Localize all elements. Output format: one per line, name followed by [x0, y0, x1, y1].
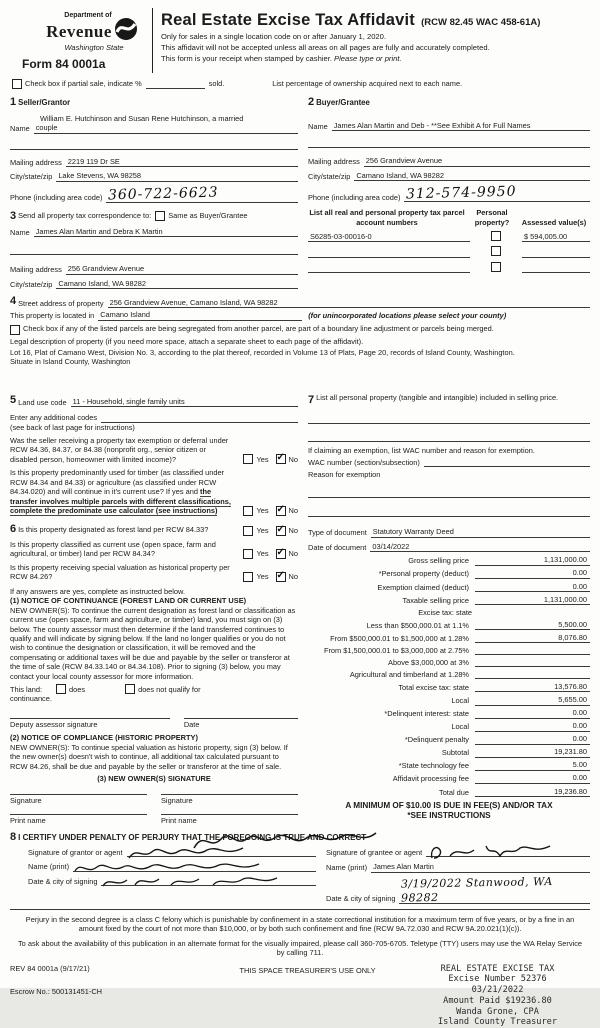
- notice-continuance-title: (1) NOTICE OF CONTINUANCE (FOREST LAND OR CURRENT USE): [10, 596, 247, 606]
- page-title: Real Estate Excise Tax Affidavit: [161, 11, 416, 29]
- stamp-line: Amount Paid $19236.80: [443, 995, 552, 1006]
- deputy-assessor-label: Deputy assessor signature: [10, 719, 98, 729]
- type-of-document-field[interactable]: Statutory Warranty Deed: [371, 527, 590, 537]
- unincorporated-note: (for unincorporated locations please select your county): [308, 311, 507, 321]
- owner-printname-label-1: Print name: [10, 816, 46, 826]
- parcel-row: [308, 262, 590, 273]
- parcel-row: [308, 246, 590, 257]
- buyer-phone-handwritten: 312-574-9950: [406, 183, 518, 203]
- timber-yes-checkbox[interactable]: [243, 506, 253, 516]
- tax-label: *Delinquent interest: state: [384, 709, 469, 719]
- does-qualify-checkbox[interactable]: [56, 684, 66, 694]
- partial-sale-label: Check box if partial sale, indicate %: [25, 79, 142, 89]
- tax-label: Agricultural and timberland at 1.28%: [349, 669, 469, 679]
- grantor-signature-label: Signature of grantor or agent: [28, 847, 123, 857]
- personal-property-checkbox-3[interactable]: [491, 262, 501, 272]
- correspondence-city-field[interactable]: Camano Island, WA 98282: [56, 279, 298, 289]
- section-8-certification: [10, 830, 590, 904]
- logo-revenue-text: Revenue: [46, 21, 112, 41]
- header-note-1: Only for sales in a single location code on or after January 1, 2020.: [161, 32, 386, 42]
- wac-number-field[interactable]: [424, 458, 590, 467]
- section-7-number: 7: [308, 393, 315, 406]
- tax-computation: [308, 555, 590, 822]
- grantee-datecity-label: Date & city of signing: [326, 894, 396, 904]
- certify-statement: I CERTIFY UNDER PENALTY OF PERJURY THAT THE FOREGOING IS TRUE AND CORRECT: [18, 832, 367, 842]
- additional-codes-label: Enter any additional codes: [10, 413, 98, 423]
- section-7-personal-property: [308, 393, 590, 552]
- partial-sale-checkbox[interactable]: [12, 79, 22, 89]
- total-due-value[interactable]: 19,236.80: [475, 787, 590, 797]
- rev-form-id: REV 84 0001a (9/17/21): [10, 963, 90, 973]
- assessed-value-field[interactable]: [522, 248, 590, 258]
- does-not-label: does not qualify for: [138, 684, 201, 694]
- section-6-number: 6: [10, 522, 17, 535]
- grantee-datecity-field[interactable]: [399, 876, 590, 904]
- subtotal-value[interactable]: 19,231.80: [475, 747, 590, 757]
- section-4-number: 4: [10, 295, 17, 307]
- timber-question-text: Is this property predominantly used for timber (as classified under RCW 84.34 and 84.33) or agriculture (as classified under RCW 84.34.020) and will continue in it's current use? If yes and the transfer involves multiple parcels with different classifications, complete the predominate use calculator (see instructions): [10, 468, 231, 516]
- seller-mailing-label: Mailing address: [10, 157, 62, 167]
- stamp-line: REAL ESTATE EXCISE TAX: [440, 963, 555, 974]
- exemption-no-checkbox[interactable]: [276, 454, 286, 464]
- seller-city-label: City/state/zip: [10, 172, 53, 182]
- reason-line-2[interactable]: [308, 508, 590, 517]
- tax-label: Local: [451, 696, 469, 706]
- this-land-label: This land:: [10, 684, 43, 694]
- buyer-mailing-field[interactable]: 256 Grandview Avenue: [364, 156, 590, 166]
- wac-number-label: WAC number (section/subsection): [308, 457, 420, 467]
- see-instructions-note: *SEE INSTRUCTIONS: [407, 811, 491, 821]
- parcel-number-field[interactable]: [308, 248, 470, 258]
- stamp-line: Excise Number 52376: [448, 974, 547, 985]
- tier4-tax-value[interactable]: [475, 658, 590, 667]
- header-note-2: This affidavit will not be accepted unless all areas on all pages are fully and accurately completed.: [161, 42, 490, 52]
- owner-signature-label-2: Signature: [161, 795, 193, 805]
- street-address-field[interactable]: 256 Grandview Avenue, Camano Island, WA 98282: [108, 298, 590, 308]
- stamp-line: 03/21/2022: [471, 985, 524, 996]
- tax-label: *State technology fee: [398, 761, 469, 771]
- buyer-mailing-label: Mailing address: [308, 157, 360, 167]
- seller-name-label: Name: [10, 124, 30, 134]
- parcel-number-field[interactable]: S6285-03-00016-0: [308, 232, 470, 242]
- owner-printname-label-2: Print name: [161, 816, 197, 826]
- exemption-yes-no: Yes ✓ No: [238, 454, 298, 464]
- tax-label: Local: [451, 722, 469, 732]
- rcw-reference: (RCW 82.45 WAC 458-61A): [421, 17, 541, 28]
- land-use-code-field[interactable]: 11 - Household, single family units: [71, 397, 298, 407]
- deputy-date-line[interactable]: [184, 718, 298, 720]
- state-technology-fee-value[interactable]: 5.00: [475, 760, 590, 770]
- section-6-designations: [10, 522, 298, 826]
- exemption-question-text: Was the seller receiving a property tax exemption or deferral under RCW 84.36, 84.37, or 84.38 (nonprofit org., senior citizen or disabled person, homeowner with limited income)?: [10, 435, 229, 464]
- personal-property-line-2[interactable]: [308, 433, 590, 442]
- correspondence-mailing-label: Mailing address: [10, 265, 62, 275]
- personal-property-line-1[interactable]: [308, 415, 590, 424]
- timber-yes-no: Yes ✓ No: [238, 506, 298, 516]
- tax-label: Affidavit processing fee: [392, 774, 469, 784]
- notice-compliance-body: NEW OWNER(S): To continue special valuation as historic property, sign (3) below. If the new owner(s) doesn't wish to continue, all additional tax calculated pursuant to RCW 84.26, shall be due and payable by the seller or transferor at the time of sale.: [10, 742, 288, 771]
- does-not-qualify-checkbox[interactable]: [125, 684, 135, 694]
- buyer-name-label: Name: [308, 121, 328, 131]
- header-note-3: This form is your receipt when stamped by cashier. Please type or print.: [161, 53, 402, 63]
- revenue-swoosh-icon: [114, 17, 138, 43]
- grantor-datecity-label: Date & city of signing: [28, 876, 98, 886]
- header-divider: [152, 8, 153, 73]
- exemption-yes-checkbox[interactable]: [243, 454, 253, 464]
- section-4-property: [10, 294, 590, 393]
- seller-phone-handwritten: 360-722-6623: [108, 184, 220, 204]
- assessed-value-col-header: Assessed value(s): [521, 217, 587, 227]
- forest-no-checkbox[interactable]: [276, 526, 286, 536]
- partial-sale-sold-label: sold.: [208, 79, 225, 89]
- grantee-signature-field[interactable]: [426, 848, 590, 857]
- reason-line-1[interactable]: [308, 489, 590, 498]
- type-of-document-label: Type of document: [308, 528, 367, 538]
- historic-no-checkbox[interactable]: [276, 572, 286, 582]
- tier2-tax-value[interactable]: 8,076.80: [475, 633, 590, 643]
- date-of-document-label: Date of document: [308, 542, 367, 552]
- gross-selling-price-value[interactable]: 1,131,000.00: [475, 555, 590, 565]
- parcel-table: [308, 208, 590, 273]
- forest-land-question: Is this property designated as forest land per RCW 84.33?: [18, 524, 209, 534]
- section-5-number: 5: [10, 393, 17, 406]
- seller-mailing-field[interactable]: 2219 119 Dr SE: [66, 157, 298, 167]
- grantee-datecity-handwritten: 3/19/2022 Stanwood, WA 98282: [401, 874, 554, 905]
- tier3-tax-value[interactable]: [475, 646, 590, 655]
- current-use-yes-checkbox[interactable]: [243, 549, 253, 559]
- tax-label: Subtotal: [441, 748, 469, 758]
- correspondence-city-label: City/state/zip: [10, 279, 53, 289]
- dor-logo: [10, 8, 148, 73]
- tax-label: Taxable selling price: [402, 595, 469, 605]
- section-2-number: 2: [308, 95, 315, 108]
- alt-format-notice: To ask about the availability of this publication in an alternate format for the visually impaired, please call 360-705-6705. Teletype (TTY) users may use the WA Relay Service by calling 711.: [17, 938, 583, 958]
- personal-property-intro: List all personal property (tangible and intangible) included in selling price.: [316, 392, 559, 402]
- seller-city-field[interactable]: Lake Stevens, WA 98258: [56, 171, 298, 181]
- located-in-label: This property is located in: [10, 311, 95, 321]
- tier1-tax-value[interactable]: 5,500.00: [475, 620, 590, 630]
- tax-label: Total excise tax: state: [398, 683, 469, 692]
- legal-description-line1: Lot 16, Plat of Camano West, Division No. 3, according to the plat thereof, recorded in Volume 13 of Plats, Page 20, records of Island County, Washington.: [10, 348, 515, 358]
- treasurer-use-label: THIS SPACE TREASURER'S USE ONLY: [239, 965, 376, 975]
- correspondence-name-label: Name: [10, 227, 30, 237]
- reason-exemption-label: Reason for exemption: [308, 469, 381, 479]
- tax-label: Above $3,000,000 at 3%: [388, 657, 469, 667]
- personal-property-deduct-value[interactable]: 0.00: [475, 568, 590, 578]
- historic-yes-checkbox[interactable]: [243, 572, 253, 582]
- grantor-signature-field[interactable]: [127, 848, 317, 857]
- does-label: does: [69, 684, 86, 694]
- tax-label: *Delinquent penalty: [404, 735, 469, 745]
- historic-yes-no: Yes ✓ No: [238, 572, 298, 582]
- additional-codes-note: (see back of last page for instructions): [10, 422, 135, 432]
- current-use-yes-no: Yes ✓ No: [238, 549, 298, 559]
- located-in-field[interactable]: Camano Island: [98, 310, 302, 320]
- tax-label: From $1,500,000.01 to $3,000,000 at 2.75%: [323, 645, 469, 655]
- treasurer-stamp: [405, 964, 590, 1028]
- notice-continuance-body: NEW OWNER(S): To continue the current designation as forest land or classification as current use (open space, farm and agriculture, or timber) land, you must sign on (3) below. The county assessor must then determine if the land transferred continues to qualify and will indicate by signing below. If the land no longer qualifies or you do not wish to continue the designation or classification, it will be removed and the compensating or additional taxes will be due and payable by the seller or transferor at the time of sale (RCW 84.33.140 or 84.34.108). Prior to signing (3) below, you may contact your local county assessor for more information.: [10, 605, 296, 681]
- correspondence-mailing-field[interactable]: 256 Grandview Avenue: [66, 264, 298, 274]
- section-5-land-use: [10, 393, 298, 516]
- seller-name-line1: William E. Hutchinson and Susan Rene Hutchinson, a married: [40, 113, 244, 123]
- grantee-signature-label: Signature of grantee or agent: [326, 847, 423, 857]
- tax-label: *Personal property (deduct): [378, 569, 469, 579]
- section-3-correspondence: [10, 209, 298, 289]
- grantor-datecity-ink: [101, 873, 281, 891]
- tax-label: Exemption claimed (deduct): [377, 582, 469, 592]
- stamp-line: Island County Treasurer: [438, 1017, 557, 1028]
- legal-description-line2: Situate in Island County, Washington: [10, 357, 131, 367]
- buyer-city-label: City/state/zip: [308, 171, 351, 181]
- exemption-claimed-value[interactable]: 0.00: [475, 582, 590, 592]
- section-1-title: Seller/Grantor: [18, 97, 71, 107]
- section-1-number: 1: [10, 95, 17, 108]
- personal-property-checkbox-1[interactable]: [491, 231, 501, 241]
- current-use-question: Is this property classified as current use (open space, farm and agricultural, or timber) land per RCW 84.34?: [10, 539, 216, 559]
- grantor-printname-field[interactable]: [73, 863, 316, 872]
- owner-signature-label-1: Signature: [10, 795, 42, 805]
- section-8-number: 8: [10, 830, 17, 843]
- stamp-line: Wanda Grone, CPA: [456, 1006, 539, 1017]
- section-2-title: Buyer/Grantee: [316, 97, 370, 107]
- section-3-number: 3: [10, 209, 17, 222]
- street-address-label: Street address of property: [18, 298, 104, 308]
- same-as-buyer-checkbox[interactable]: [155, 211, 165, 221]
- parcel-row: [308, 231, 590, 242]
- personal-property-checkbox-2[interactable]: [491, 246, 501, 256]
- forest-yes-checkbox[interactable]: [243, 526, 253, 536]
- grantee-printname-field[interactable]: James Alan Martin: [371, 862, 590, 872]
- logo-state-text: Washington State: [64, 42, 124, 52]
- current-use-no-checkbox[interactable]: [276, 549, 286, 559]
- buyer-name-field[interactable]: James Alan Martin and Deb - **See Exhibit A for Full Names: [332, 121, 590, 131]
- delinquent-interest-state-value[interactable]: 0.00: [475, 708, 590, 718]
- section-1-seller: [10, 95, 298, 203]
- section-2-buyer: [308, 95, 590, 202]
- grantor-printname-label: Name (print): [28, 862, 70, 872]
- buyer-phone-field[interactable]: [404, 185, 590, 202]
- forest-land-yes-no: Yes ✓ No: [238, 526, 298, 536]
- buyer-name-extra-line[interactable]: [308, 139, 590, 148]
- minimum-due-note: A MINIMUM OF $10.00 IS DUE IN FEE(S) AND/OR TAX: [345, 800, 553, 810]
- taxable-selling-price-value[interactable]: 1,131,000.00: [475, 595, 590, 605]
- land-use-code-label: Land use code: [18, 397, 67, 407]
- assessed-value-field[interactable]: [522, 263, 590, 273]
- notice-compliance-title: (2) NOTICE OF COMPLIANCE (HISTORIC PROPERTY): [10, 733, 198, 743]
- partial-sale-percent-field[interactable]: [146, 80, 205, 89]
- agricultural-tax-value[interactable]: [475, 670, 590, 679]
- parcel-number-field[interactable]: [308, 263, 470, 273]
- legal-description-label: Legal description of property (if you need more space, attach a separate sheet to each page of the affidavit).: [10, 336, 364, 346]
- deputy-date-label: Date: [183, 719, 200, 729]
- if-yes-note: If any answers are yes, complete as instructed below.: [10, 586, 185, 596]
- seller-name-field[interactable]: couple: [34, 123, 298, 133]
- additional-codes-field[interactable]: [101, 414, 298, 423]
- exemption-wac-note: If claiming an exemption, list WAC number and reason for exemption.: [308, 446, 535, 456]
- parcel-col-header: List all real and personal property tax parcel account numbers: [309, 208, 465, 227]
- buyer-city-field[interactable]: Camano Island, WA 98282: [354, 171, 590, 181]
- date-of-document-field[interactable]: 03/14/2022: [370, 542, 590, 552]
- tax-label: Gross selling price: [408, 556, 469, 566]
- perjury-notice: Perjury in the second degree is a class C felony which is punishable by confinement in a state correctional institution for a maximum term of five years, or by a fine in an amount fixed by the court of not more than $10,000, or by both such confinement and fine (RCW 9A.72.030 and RCW 9A.20.021(1)(c)).: [25, 914, 575, 934]
- section-3-title: Send all property tax correspondence to:: [18, 210, 152, 220]
- seller-name-extra-line[interactable]: [10, 141, 298, 150]
- tax-label: Total due: [439, 787, 469, 797]
- historic-question: Is this property receiving special valuation as historical property per RCW 84.26?: [10, 562, 230, 582]
- buyer-phone-label: Phone (including area code): [308, 192, 401, 202]
- ownership-percentage-note: List percentage of ownership acquired next to each name.: [272, 79, 463, 89]
- continuance-label: continuance.: [10, 694, 52, 704]
- tax-label: Less than $500,000.01 at 1.1%: [366, 620, 469, 630]
- grantor-datecity-field[interactable]: [101, 877, 316, 886]
- correspondence-name-field[interactable]: James Alan Martin and Debra K Martin: [34, 227, 298, 237]
- form-number: Form 84 0001a: [22, 57, 106, 72]
- seller-phone-label: Phone (including area code): [10, 193, 103, 203]
- assessed-value-field[interactable]: $ 594,005.00: [522, 232, 590, 242]
- segregated-checkbox[interactable]: [10, 325, 20, 335]
- logo-dept-text: Department of: [64, 12, 112, 19]
- correspondence-name-extra-line[interactable]: [10, 246, 298, 255]
- seller-phone-field[interactable]: [106, 186, 298, 203]
- escrow-number: Escrow No.: 500131451-CH: [10, 987, 103, 997]
- timber-no-checkbox[interactable]: [276, 506, 286, 516]
- affidavit-processing-fee-value[interactable]: 0.00: [475, 773, 590, 783]
- segregated-label: Check box if any of the listed parcels are being segregated from another parcel, are part of a boundary line adjustment or parcels being merged.: [23, 323, 494, 333]
- grantee-printname-label: Name (print): [326, 863, 368, 873]
- new-owners-signature-title: (3) NEW OWNER(S) SIGNATURE: [97, 774, 211, 784]
- delinquent-penalty-value[interactable]: 0.00: [475, 734, 590, 744]
- personal-property-col-header: Personal property?: [474, 208, 510, 227]
- excise-tax-state-header: Excise tax: state: [418, 607, 472, 617]
- delinquent-interest-local-value[interactable]: 0.00: [475, 721, 590, 731]
- total-excise-state-value[interactable]: 13,576.80: [475, 682, 590, 692]
- form-header: [10, 8, 590, 73]
- same-as-buyer-label: Same as Buyer/Grantee: [168, 210, 248, 220]
- grantee-signature-ink: [426, 842, 556, 862]
- tax-label: From $500,000.01 to $1,500,000 at 1.28%: [330, 633, 469, 643]
- local-tax-value[interactable]: 5,655.00: [475, 695, 590, 705]
